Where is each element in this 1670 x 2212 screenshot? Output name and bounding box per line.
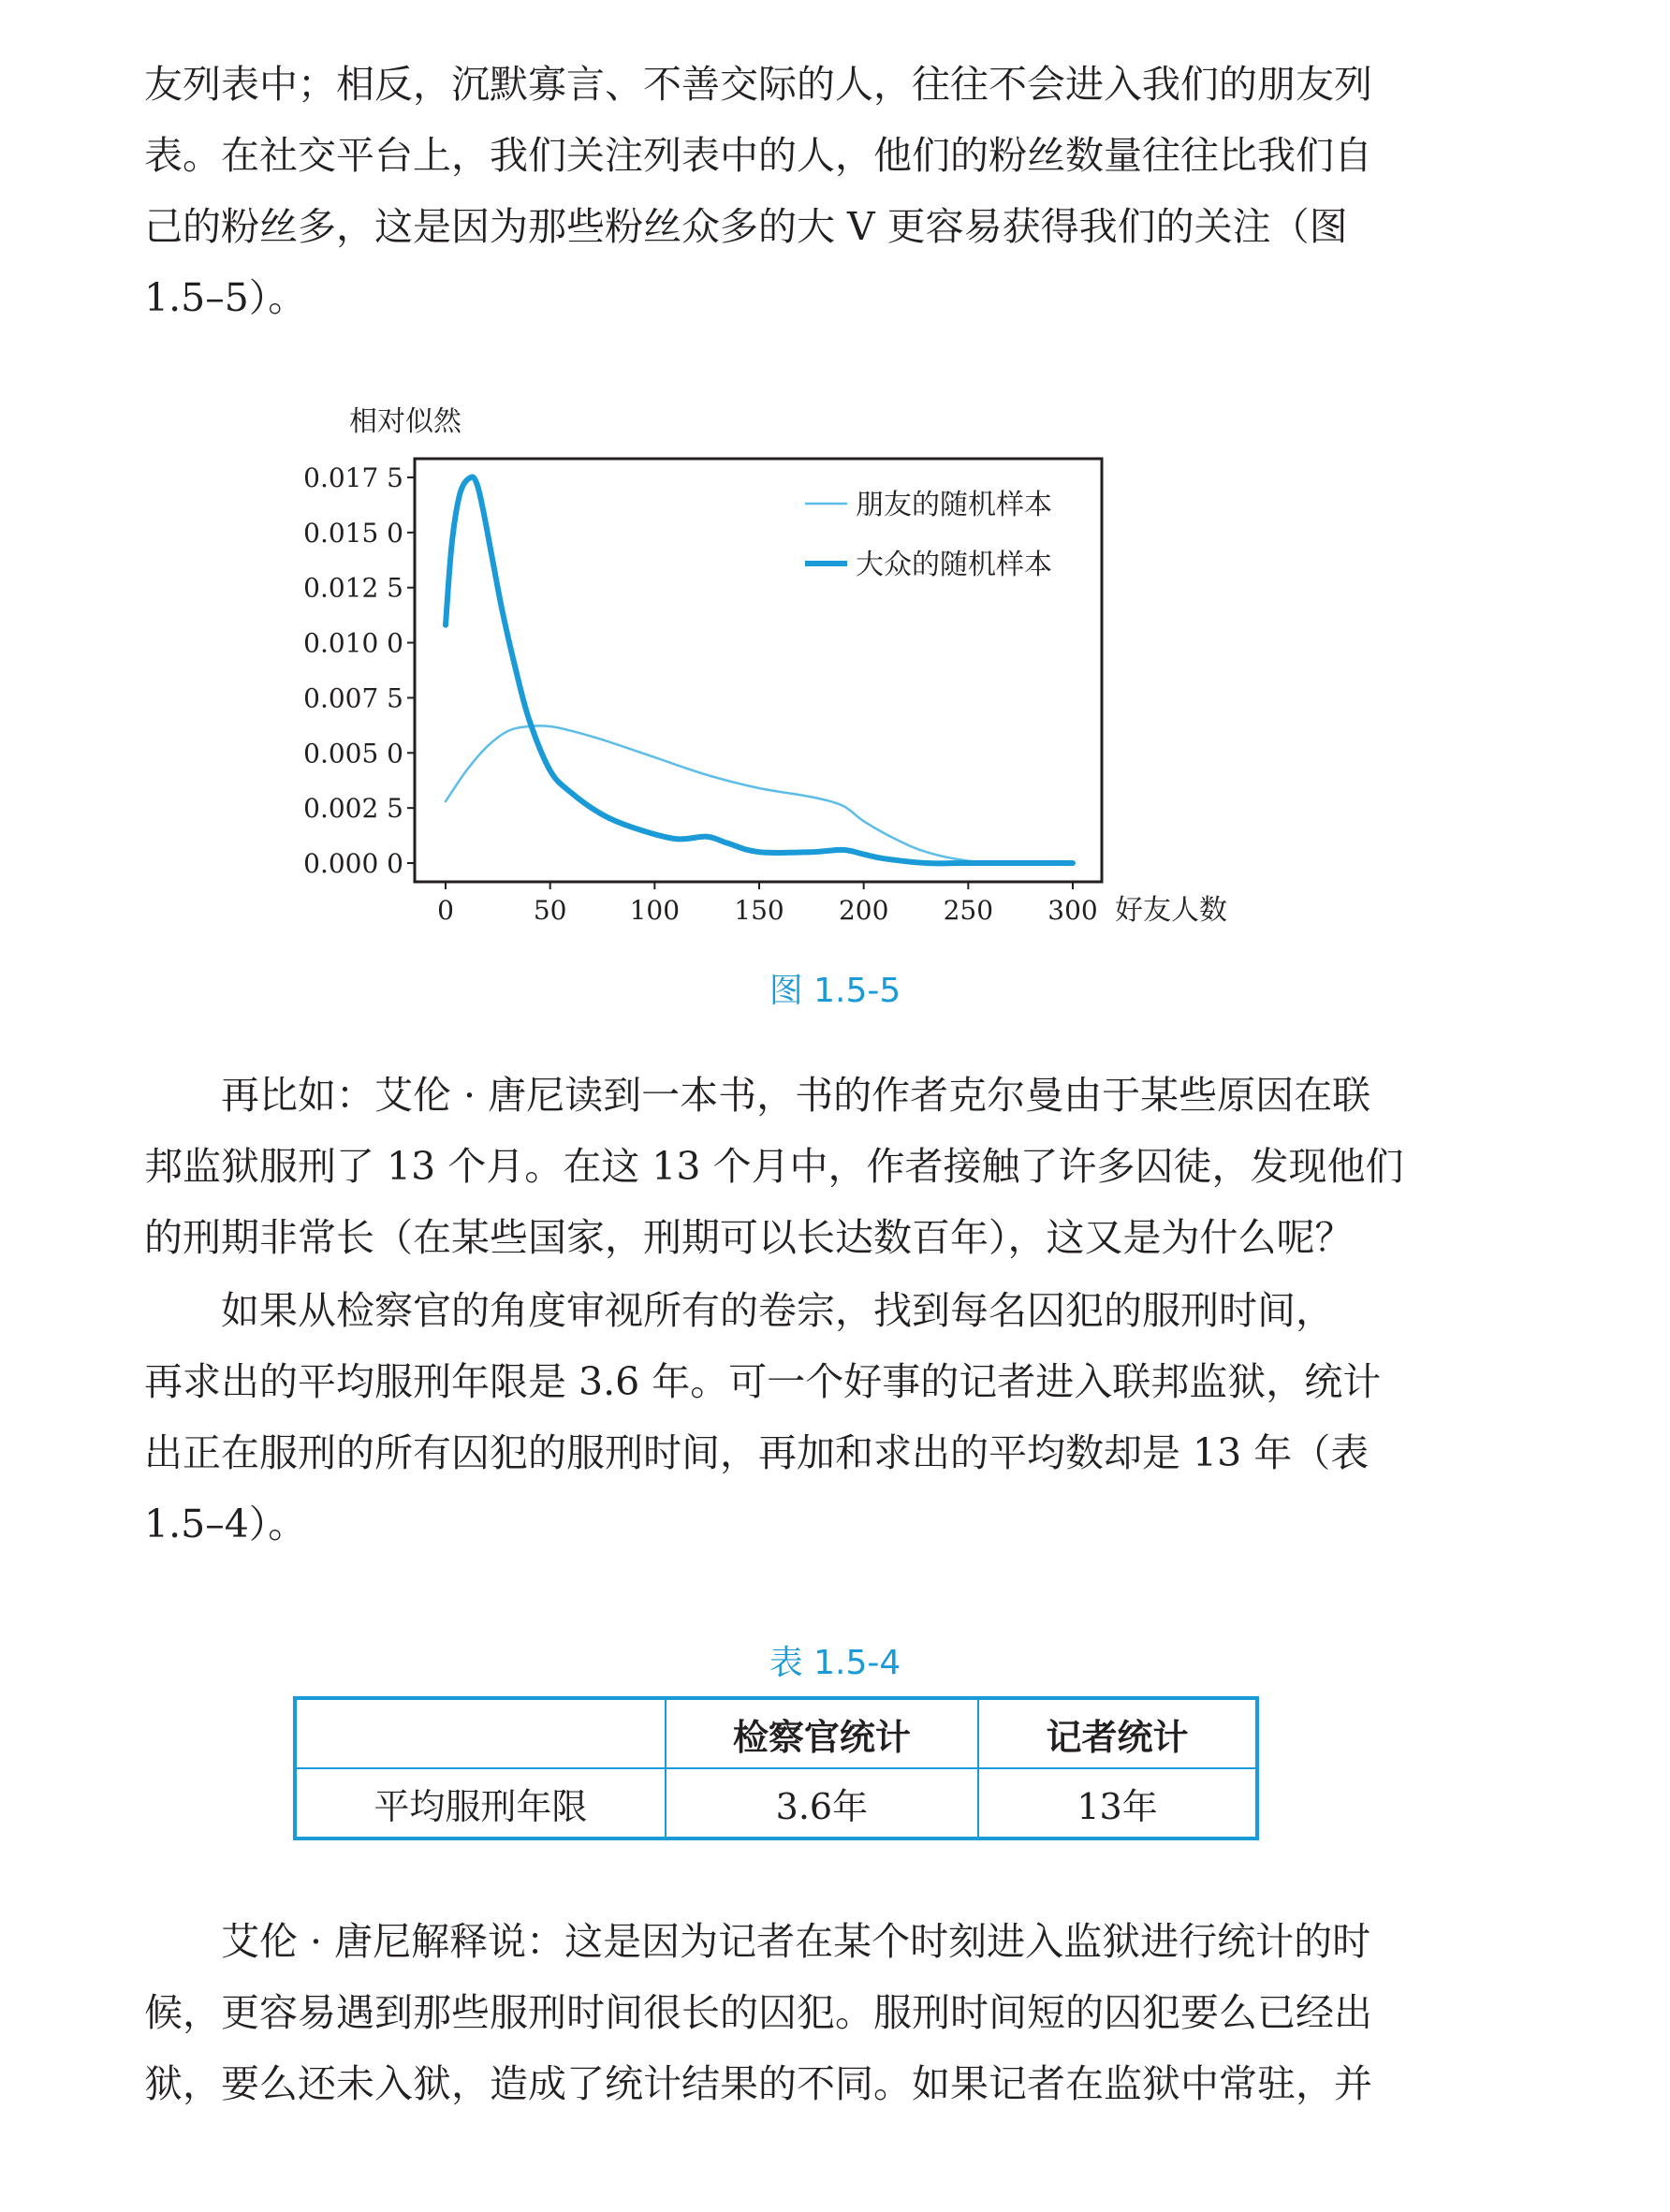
y-tick-label: 0.015 0 (303, 517, 403, 549)
text-line: 1.5–5）。 (144, 275, 307, 320)
text-line: 艾伦 · 唐尼解释说：这是因为记者在某个时刻进入监狱进行统计的时 (221, 1919, 1371, 1964)
text-line: 表。在社交平台上，我们关注列表中的人，他们的粉丝数量往往比我们自 (144, 133, 1372, 178)
series-line-public (446, 477, 1073, 864)
x-tick-label: 250 (943, 895, 994, 926)
table-header-cell (295, 1698, 666, 1768)
x-tick-label: 150 (734, 895, 784, 926)
text-line: 的刑期非常长（在某些国家，刑期可以长达数百年），这又是为什么呢？ (144, 1215, 1354, 1260)
y-tick-label: 0.002 5 (303, 793, 403, 825)
table-cell: 3.6年 (666, 1768, 978, 1838)
text-line: 狱，要么还未入狱，造成了统计结果的不同。如果记者在监狱中常驻，并 (144, 2061, 1372, 2106)
table-header-cell: 记者统计 (978, 1698, 1257, 1768)
paragraph-explanation (144, 1906, 1410, 2119)
table-header-cell: 检察官统计 (666, 1698, 978, 1768)
y-tick-label: 0.007 5 (303, 682, 403, 714)
y-tick-label: 0.000 0 (303, 848, 403, 879)
sentence-statistics-table (293, 1696, 1259, 1840)
text-line: 1.5–4）。 (144, 1502, 307, 1546)
text-line: 候，更容易遇到那些服刑时间很长的囚犯。服刑时间短的囚犯要么已经出 (144, 1990, 1372, 2035)
x-tick-label: 0 (437, 895, 454, 926)
table-row (295, 1768, 1257, 1838)
chart-layer (303, 405, 1227, 927)
x-tick-label: 100 (629, 895, 681, 926)
likelihood-line-chart (281, 393, 1311, 936)
legend-label: 朋友的随机样本 (856, 489, 1052, 521)
text-line: 邦监狱服刑了 13 个月。在这 13 个月中，作者接触了许多囚徒，发现他们 (144, 1144, 1404, 1189)
text-line: 己的粉丝多，这是因为那些粉丝众多的大 V 更容易获得我们的关注（图 (144, 204, 1348, 249)
y-axis-label: 相对似然 (349, 405, 461, 438)
legend-label: 大众的随机样本 (856, 549, 1052, 581)
text-line: 再比如：艾伦 · 唐尼读到一本书，书的作者克尔曼由于某些原因在联 (221, 1073, 1371, 1118)
y-tick-label: 0.005 0 (303, 738, 403, 769)
table-caption: 表 1.5-4 (769, 1644, 901, 1682)
paragraph-friends-list (144, 49, 1410, 333)
paragraph-prosecutor-vs-reporter (144, 1275, 1410, 1560)
x-tick-label: 200 (838, 895, 889, 926)
table-header-row (295, 1698, 1257, 1768)
text-line: 再求出的平均服刑年限是 3.6 年。可一个好事的记者进入联邦监狱，统计 (144, 1359, 1382, 1404)
y-tick-label: 0.017 5 (303, 462, 403, 493)
table-cell: 13年 (978, 1768, 1257, 1838)
y-tick-label: 0.010 0 (303, 627, 403, 659)
x-tick-label: 300 (1047, 895, 1098, 926)
paragraph-prison-example (144, 1060, 1410, 1273)
text-line: 出正在服刑的所有囚犯的服刑时间，再加和求出的平均数却是 13 年（表 (144, 1430, 1370, 1475)
figure-caption: 图 1.5-5 (769, 972, 901, 1010)
x-axis-label: 好友人数 (1115, 894, 1227, 927)
text-line: 如果从检察官的角度审视所有的卷宗，找到每名囚犯的服刑时间， (221, 1288, 1334, 1333)
x-tick-label: 50 (533, 895, 567, 926)
y-tick-label: 0.012 5 (303, 572, 403, 604)
text-line: 友列表中；相反，沉默寡言、不善交际的人，往往不会进入我们的朋友列 (144, 62, 1372, 107)
table-cell: 平均服刑年限 (295, 1768, 666, 1838)
